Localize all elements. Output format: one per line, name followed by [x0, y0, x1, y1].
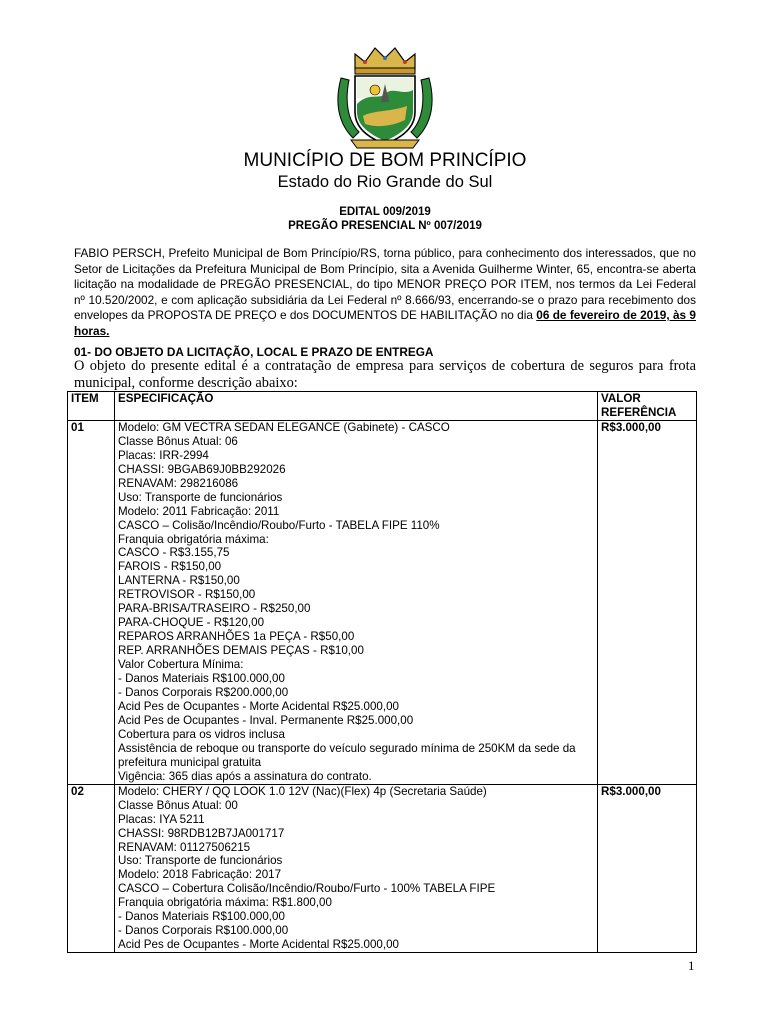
spec-line: Placas: IRR-2994: [118, 448, 209, 462]
spec-line: - Danos Corporais R$100.000,00: [118, 924, 289, 938]
items-table: [67, 391, 697, 953]
spec-line: PARA-CHOQUE - R$120,00: [118, 616, 265, 630]
item-specification: [115, 784, 598, 952]
item-specification: [115, 420, 598, 784]
spec-line: PARA-BRISA/TRASEIRO - R$250,00: [118, 602, 311, 616]
col-value-header: [598, 392, 697, 421]
col-value-header-line2: REFERÊNCIA: [601, 405, 677, 419]
spec-line: Vigência: 365 dias após a assinatura do contrato.: [118, 769, 372, 783]
spec-line: CHASSI: 98RDB12B7JA001717: [118, 826, 285, 840]
object-description: O objeto do presente edital é a contratação de empresa para serviços de cobertura de seguros para frota municipal, conforme descrição abaixo:: [74, 358, 696, 391]
spec-line: - Danos Materiais R$100.000,00: [118, 672, 285, 686]
spec-line: Assistência de reboque ou transporte do veículo segurado mínima de 250KM da sede da prefeitura municipal gratuita: [118, 741, 576, 769]
spec-line: Franquia obrigatória máxima:: [118, 532, 269, 546]
spec-line: Modelo: GM VECTRA SEDAN ELEGANCE (Gabinete) - CASCO: [118, 420, 450, 434]
spec-line: Acid Pes de Ocupantes - Morte Acidental R$25.000,00: [118, 699, 399, 713]
edital-number: EDITAL 009/2019: [339, 206, 431, 218]
section-heading: 01- DO OBJETO DA LICITAÇÃO, LOCAL E PRAZO DE ENTREGA: [74, 345, 434, 359]
item-number: 01: [68, 420, 115, 784]
municipality-title: MUNICÍPIO DE BOM PRINCÍPIO: [243, 150, 527, 171]
page-number: 1: [688, 958, 695, 973]
spec-line: FAROIS - R$150,00: [118, 560, 222, 574]
coat-of-arms-logo: [333, 40, 437, 152]
spec-line: Franquia obrigatória máxima: R$1.800,00: [118, 896, 332, 910]
spec-line: Uso: Transporte de funcionários: [118, 854, 283, 868]
spec-line: CASCO - R$3.155,75: [118, 546, 230, 560]
spec-line: RENAVAM: 01127506215: [118, 840, 251, 854]
spec-line: Modelo: 2011 Fabricação: 2011: [118, 504, 280, 518]
spec-line: CHASSI: 9BGAB69J0BB292026: [118, 462, 286, 476]
spec-line: Placas: IYA 5211: [118, 812, 205, 826]
table-header-row: [68, 392, 697, 421]
item-reference-value: R$3.000,00: [598, 420, 697, 784]
item-number: 02: [68, 784, 115, 952]
spec-line: Cobertura para os vidros inclusa: [118, 727, 285, 741]
col-value-header-line1: VALOR: [601, 392, 641, 405]
spec-line: Modelo: 2018 Fabricação: 2017: [118, 868, 282, 882]
spec-line: LANTERNA - R$150,00: [118, 574, 240, 588]
state-subtitle: Estado do Rio Grande do Sul: [277, 173, 493, 191]
spec-line: - Danos Materiais R$100.000,00: [118, 910, 285, 924]
spec-line: RETROVISOR - R$150,00: [118, 588, 256, 602]
spec-line: CASCO – Colisão/Incêndio/Roubo/Furto - TABELA FIPE 110%: [118, 518, 440, 532]
table-row: [68, 420, 697, 784]
spec-line: CASCO – Cobertura Colisão/Incêndio/Roubo/Furto - 100% TABELA FIPE: [118, 882, 496, 896]
intro-text: FABIO PERSCH, Prefeito Municipal de Bom Princípio/RS, torna público, para conhecimento dos interessados, que no Setor de Licitações da Prefeitura Municipal de Bom Princípio, sita a Avenida Guilherme Winter, 65, encontra-se aberta licitação na modalidade de PREGÃO PRESENCIAL, do tipo MENOR PREÇO POR ITEM, nos termos da Lei Federal nº 10.520/2002, e com aplicação subsidiária da Lei Federal nº 8.666/93, encerrando-se o prazo para recebimento dos envelopes da PROPOSTA DE PREÇO e dos DOCUMENTOS DE HABILITAÇÃO no dia: [74, 246, 696, 322]
spec-line: REPAROS ARRANHÕES 1a PEÇA - R$50,00: [118, 630, 355, 644]
spec-line: RENAVAM: 298216086: [118, 476, 239, 490]
spec-line: Modelo: CHERY / QQ LOOK 1.0 12V (Nac)(Flex) 4p (Secretaria Saúde): [118, 784, 487, 798]
col-spec-header: ESPECIFICAÇÃO: [115, 392, 598, 421]
table-row: [68, 784, 697, 952]
spec-line: REP. ARRANHÕES DEMAIS PEÇAS - R$10,00: [118, 644, 364, 658]
spec-line: Valor Cobertura Mínima:: [118, 658, 244, 672]
spec-line: Acid Pes de Ocupantes - Morte Acidental R$25.000,00: [118, 938, 399, 952]
intro-paragraph: [74, 246, 696, 339]
col-item-header: ITEM: [68, 392, 115, 421]
spec-line: Uso: Transporte de funcionários: [118, 490, 283, 504]
item-reference-value: R$3.000,00: [598, 784, 697, 952]
spec-line: Classe Bônus Atual: 00: [118, 798, 238, 812]
spec-line: Classe Bônus Atual: 06: [118, 434, 238, 448]
spec-line: - Danos Corporais R$200.000,00: [118, 686, 289, 700]
spec-line: Acid Pes de Ocupantes - Inval. Permanente R$25.000,00: [118, 713, 414, 727]
pregao-number: PREGÃO PRESENCIAL Nº 007/2019: [288, 220, 482, 232]
deadline-date: 06 de fevereiro de 2019, às 9 horas.: [74, 308, 696, 338]
